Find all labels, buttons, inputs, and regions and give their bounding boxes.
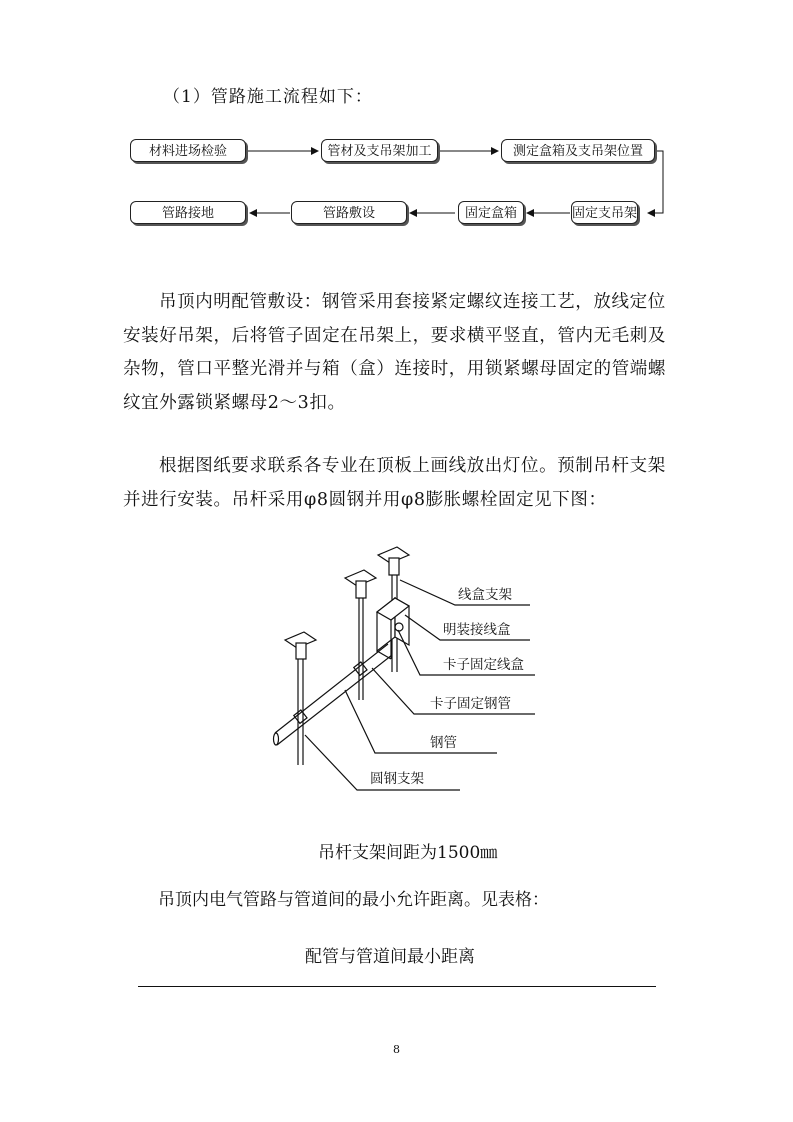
bolt-head-middle (356, 581, 366, 598)
paragraph-line: 根据图纸要求联系各专业在顶板上画线放出灯位。预制吊杆支架 (159, 456, 666, 476)
label-steel-pipe: 钢管 (430, 735, 457, 751)
paragraph-line: 安装好吊架，后将管子固定在吊架上，要求横平竖直，管内无毛刺及 (123, 325, 666, 346)
steel-pipe-top (275, 644, 388, 733)
flow-step-material-inspection: 材料进场检验 (130, 139, 246, 162)
flow-step-pipe-laying: 管路敷设 (291, 201, 407, 224)
label-surface-junction-box: 明装接线盒 (443, 622, 511, 638)
flow-step-fix-box: 固定盒箱 (458, 201, 524, 224)
figure-caption-spacing: 吊杆支架间距为1500㎜ (318, 843, 498, 863)
section-heading: （1）管路施工流程如下： (163, 87, 373, 107)
paragraph-line: 纹宜外露锁紧螺母2～3扣。 (123, 392, 346, 413)
paragraph-line: 杂物，管口平整光滑并与箱（盒）连接时，用锁紧螺母固定的管端螺 (123, 359, 666, 379)
page-number: 8 (393, 1043, 400, 1056)
flow-step-pipe-processing: 管材及支吊架加工 (321, 139, 438, 162)
label-junction-box-bracket: 线盒支架 (458, 587, 512, 603)
table-intro-text: 吊顶内电气管路与管道间的最小允许距离。见表格： (158, 890, 549, 910)
label-clip-fixing-box: 卡子固定线盒 (443, 657, 524, 673)
label-round-steel-bracket: 圆钢支架 (370, 771, 424, 787)
flow-step-fix-bracket: 固定支吊架 (571, 201, 638, 224)
paragraph-line: 并进行安装。吊杆采用φ8圆钢并用φ8膨胀螺栓固定见下图： (123, 489, 607, 510)
bolt-head-right (389, 558, 399, 575)
steel-pipe-bottom (277, 655, 392, 745)
paragraph-line: 吊顶内明配管敷设：钢管采用套接紧定螺纹连接工艺，放线定位 (159, 292, 666, 312)
steel-pipe-end (274, 733, 279, 745)
label-clip-fixing-pipe: 卡子固定钢管 (430, 696, 511, 712)
flow-step-pipe-grounding: 管路接地 (130, 201, 246, 224)
junction-box-bottom (377, 651, 391, 659)
flow-step-measure-positions: 测定盒箱及支吊架位置 (501, 139, 655, 162)
bolt-head-left (296, 643, 306, 659)
table-title: 配管与管道间最小距离 (305, 947, 475, 967)
table-top-rule (138, 986, 656, 987)
